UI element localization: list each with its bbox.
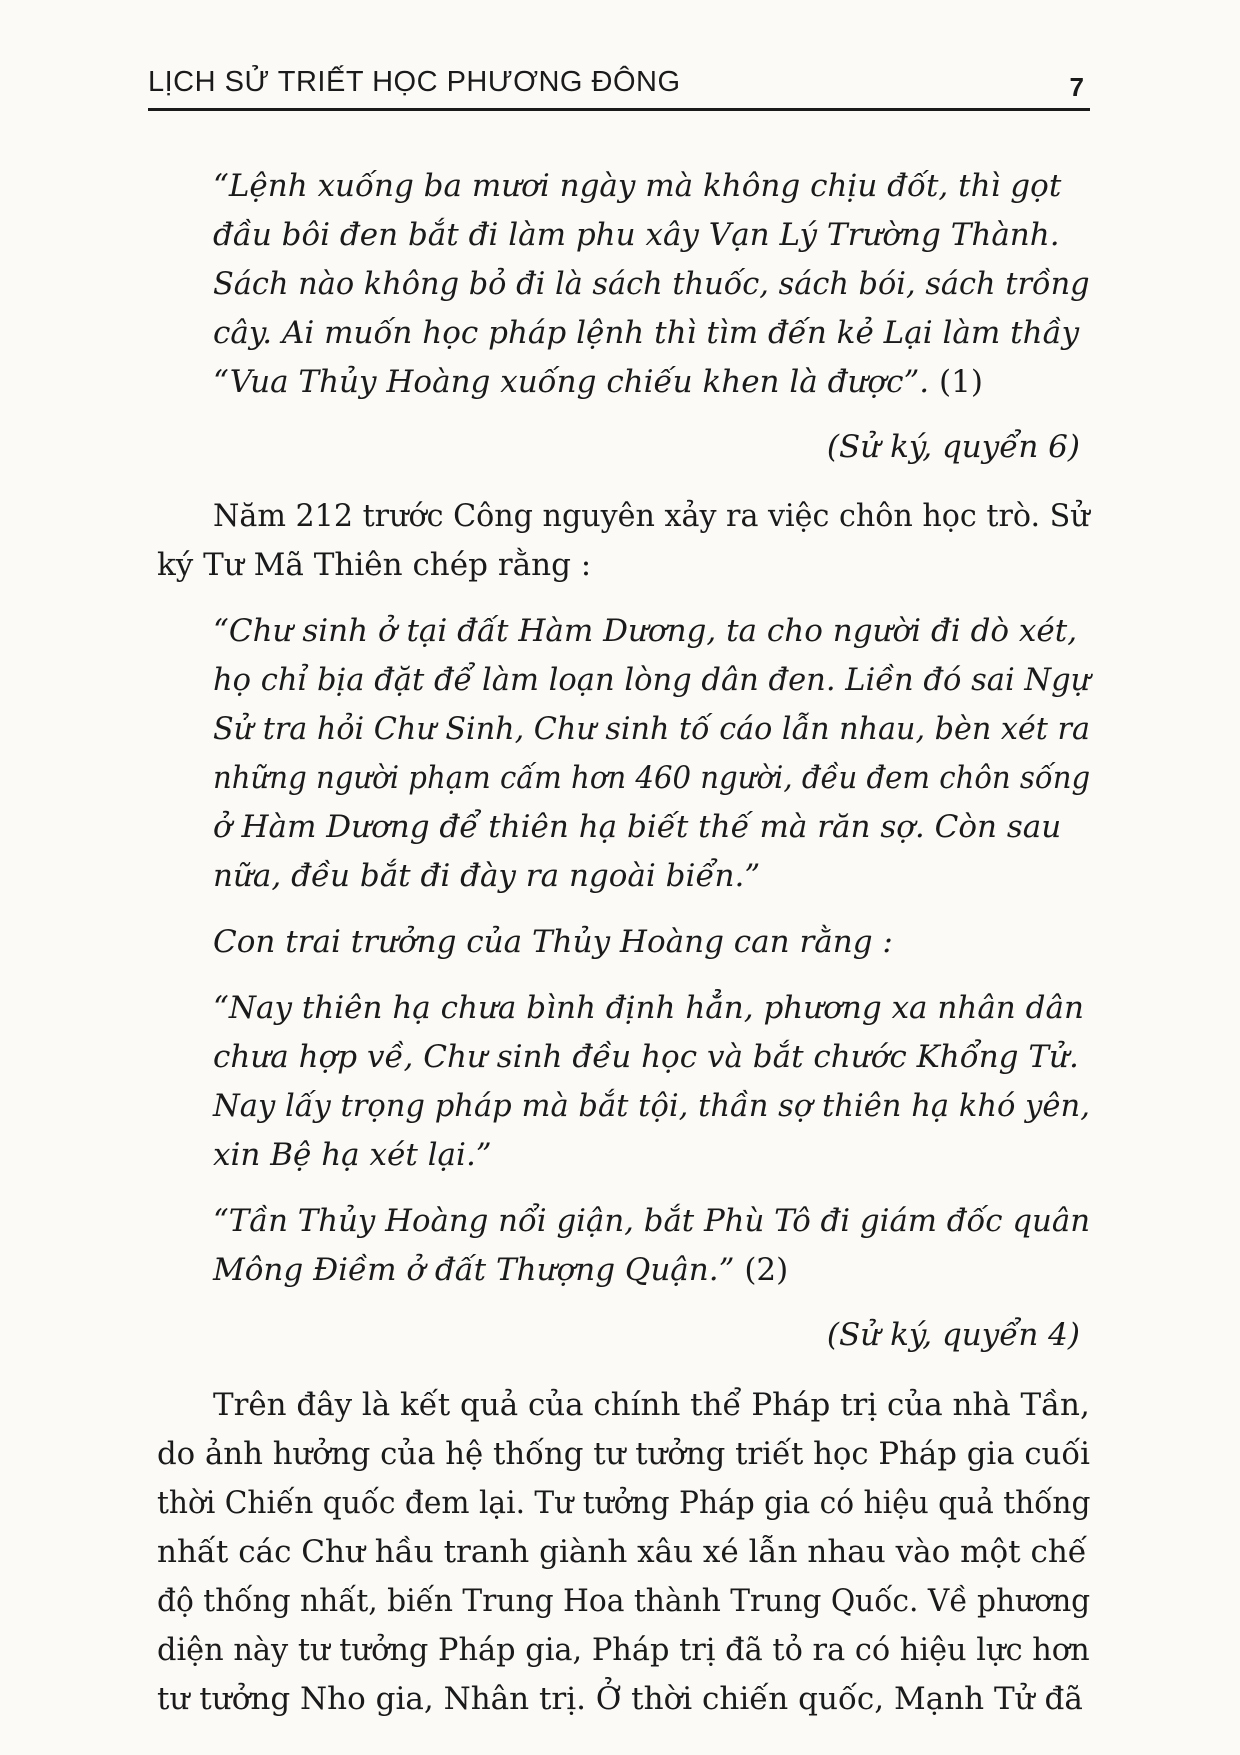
quote-text: “Vua Thủy Hoàng xuống chiếu khen là được”. xyxy=(213,364,930,400)
quote-intro: Con trai trưởng của Thủy Hoàng can rằng : xyxy=(213,924,893,960)
quote-line xyxy=(213,362,983,402)
quote-line: họ chỉ bịa đặt để làm loạn lòng dân đen. Liền đó sai Ngự xyxy=(213,662,1091,698)
quote-line: “Nay thiên hạ chưa bình định hẳn, phương xa nhân dân xyxy=(213,990,1084,1026)
quote-text: Mông Điềm ở đất Thượng Quận.” xyxy=(213,1252,735,1288)
body-line: tư tưởng Nho gia, Nhân trị. Ở thời chiến quốc, Mạnh Tử đã xyxy=(157,1681,1083,1717)
quote-line: xin Bệ hạ xét lại.” xyxy=(213,1137,492,1173)
running-title: LỊCH SỬ TRIẾT HỌC PHƯƠNG ĐÔNG xyxy=(148,66,681,98)
quote-line: “Lệnh xuống ba mươi ngày mà không chịu đốt, thì gọt xyxy=(213,168,1062,204)
quote-line: chưa hợp về, Chư sinh đều học và bắt chước Khổng Tử. xyxy=(213,1039,1079,1075)
body-line: do ảnh hưởng của hệ thống tư tưởng triết học Pháp gia cuối xyxy=(157,1436,1091,1472)
source-citation: (Sử ký, quyển 4) xyxy=(826,1317,1080,1353)
page-number: 7 xyxy=(1069,72,1084,102)
body-line: Năm 212 trước Công nguyên xảy ra việc chôn học trò. Sử xyxy=(213,498,1090,534)
body-line: độ thống nhất, biến Trung Hoa thành Trung Quốc. Về phương xyxy=(157,1583,1091,1619)
body-line: ký Tư Mã Thiên chép rằng : xyxy=(157,547,592,583)
quote-line: đầu bôi đen bắt đi làm phu xây Vạn Lý Trường Thành. xyxy=(213,217,1060,253)
quote-line: Nay lấy trọng pháp mà bắt tội, thần sợ thiên hạ khó yên, xyxy=(213,1088,1090,1124)
footnote-marker: (2) xyxy=(734,1252,789,1288)
quote-line: Sách nào không bỏ đi là sách thuốc, sách bói, sách trồng xyxy=(213,266,1090,302)
quote-line: nữa, đều bắt đi đày ra ngoài biển.” xyxy=(213,858,761,894)
quote-line: “Tần Thủy Hoàng nổi giận, bắt Phù Tô đi giám đốc quân xyxy=(213,1203,1091,1239)
quote-line: “Chư sinh ở tại đất Hàm Dương, ta cho người đi dò xét, xyxy=(213,613,1078,649)
quote-line: cây. Ai muốn học pháp lệnh thì tìm đến kẻ Lại làm thầy xyxy=(213,315,1080,351)
body-line: diện này tư tưởng Pháp gia, Pháp trị đã tỏ ra có hiệu lực hơn xyxy=(157,1632,1090,1668)
source-citation: (Sử ký, quyển 6) xyxy=(826,429,1080,465)
quote-line: những người phạm cấm hơn 460 người, đều đem chôn sống xyxy=(213,760,1091,796)
footnote-marker: (1) xyxy=(929,364,983,400)
quote-line xyxy=(213,1250,788,1290)
running-header xyxy=(148,60,1090,111)
quote-line: ở Hàm Dương để thiên hạ biết thế mà răn sợ. Còn sau xyxy=(213,809,1062,845)
body-line: nhất các Chư hầu tranh giành xâu xé lẫn nhau vào một chế xyxy=(157,1534,1087,1570)
body-line: Trên đây là kết quả của chính thể Pháp trị của nhà Tần, xyxy=(213,1387,1090,1423)
body-line: thời Chiến quốc đem lại. Tư tưởng Pháp gia có hiệu quả thống xyxy=(157,1485,1091,1521)
quote-line: Sử tra hỏi Chư Sinh, Chư sinh tố cáo lẫn nhau, bèn xét ra xyxy=(213,711,1090,747)
